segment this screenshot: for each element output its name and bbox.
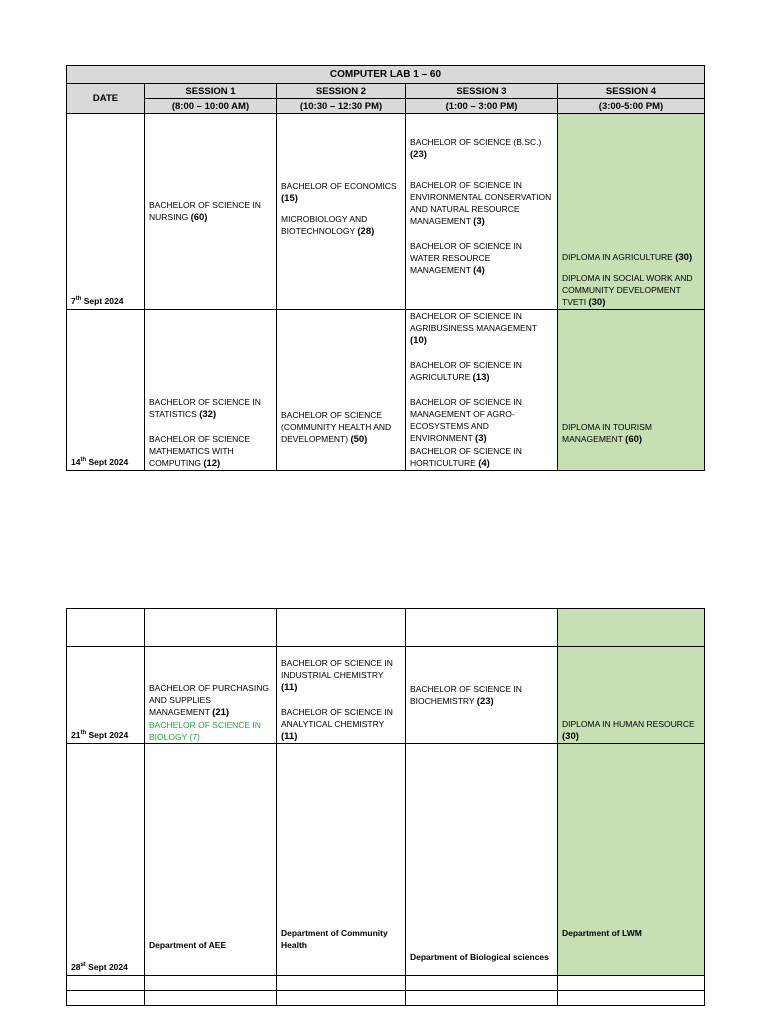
table-row (67, 609, 705, 647)
empty-cell (558, 609, 705, 647)
empty-cell (145, 609, 277, 647)
table-row (67, 991, 705, 1006)
session-1-cell (145, 114, 277, 310)
session-1-header: SESSION 1 (145, 84, 277, 99)
programme-entry: DIPLOMA IN AGRICULTURE (30) (562, 252, 693, 263)
session-3-cell (406, 647, 558, 744)
empty-cell (67, 991, 145, 1006)
programme-entry: BACHELOR OF SCIENCE MATHEMATICS WITH COMPUTING (12) (149, 434, 251, 469)
empty-cell (277, 976, 406, 991)
programme-entry: BACHELOR OF SCIENCE IN INDUSTRIAL CHEMISTRY (11) (281, 658, 393, 693)
session-2-time: (10:30 – 12:30 PM) (277, 99, 406, 114)
empty-cell (406, 976, 558, 991)
session-1-time: (8:00 – 10:00 AM) (145, 99, 277, 114)
session-4-cell (558, 310, 705, 471)
empty-cell (406, 991, 558, 1006)
programme-entry: DIPLOMA IN HUMAN RESOURCE (30) (562, 719, 695, 742)
programme-entry: BACHELOR OF SCIENCE IN ENVIRONMENTAL CONSERVATION AND NATURAL RESOURCE MANAGEMENT (3) (410, 180, 552, 227)
programme-entry: BACHELOR OF PURCHASING AND SUPPLIES MANAGEMENT (21) (149, 683, 269, 718)
table-row (67, 310, 705, 471)
department-cell: Department of Biological sciences (406, 744, 558, 976)
session-2-cell (277, 647, 406, 744)
session-2-cell (277, 310, 406, 471)
programme-entry: BACHELOR OF SCIENCE IN STATISTICS (32) (149, 397, 261, 420)
session-3-time: (1:00 – 3:00 PM) (406, 99, 558, 114)
table-row (67, 744, 705, 976)
session-2-header: SESSION 2 (277, 84, 406, 99)
empty-cell (406, 609, 558, 647)
session-1-cell (145, 647, 277, 744)
row-date: 21th Sept 2024 (67, 647, 145, 744)
row-date: 14th Sept 2024 (67, 310, 145, 471)
session-4-cell (558, 647, 705, 744)
programme-entry: BACHELOR OF SCIENCE IN MANAGEMENT OF AGRO-ECOSYSTEMS AND ENVIRONMENT (3) (410, 397, 522, 444)
session-3-cell (406, 114, 558, 310)
department-cell: Department of Community Health (277, 744, 406, 976)
session-2-cell (277, 114, 406, 310)
programme-entry: MICROBIOLOGY AND BIOTECHNOLOGY (28) (281, 214, 375, 237)
table-row (67, 976, 705, 991)
session-4-time: (3:00-5:00 PM) (558, 99, 705, 114)
department-cell: Department of LWM (558, 744, 705, 976)
programme-entry: BACHELOR OF SCIENCE IN WATER RESOURCE MANAGEMENT (4) (410, 241, 522, 276)
empty-cell (67, 976, 145, 991)
session-3-header: SESSION 3 (406, 84, 558, 99)
session-4-header: SESSION 4 (558, 84, 705, 99)
programme-entry: BACHELOR OF SCIENCE (COMMUNITY HEALTH AND DEVELOPMENT) (50) (281, 410, 392, 445)
programme-entry: BACHELOR OF SCIENCE IN AGRIBUSINESS MANAGEMENT (10) (410, 311, 537, 346)
row-date: 28st Sept 2024 (67, 744, 145, 976)
table-row (67, 114, 705, 310)
empty-cell (145, 991, 277, 1006)
session-3-cell (406, 310, 558, 471)
programme-entry: BACHELOR OF ECONOMICS (15) (281, 181, 397, 204)
date-column-header: DATE (67, 84, 145, 114)
programme-entry: BACHELOR OF SCIENCE IN HORTICULTURE (4) (410, 446, 522, 469)
programme-entry: BACHELOR OF SCIENCE IN AGRICULTURE (13) (410, 360, 522, 383)
department-cell: Department of AEE (145, 744, 277, 976)
table-title: COMPUTER LAB 1 – 60 (67, 66, 705, 84)
programme-entry: DIPLOMA IN TOURISM MANAGEMENT (60) (562, 422, 652, 445)
row-date: 7th Sept 2024 (67, 114, 145, 310)
empty-cell (67, 609, 145, 647)
session-4-cell (558, 114, 705, 310)
empty-cell (145, 976, 277, 991)
empty-cell (277, 609, 406, 647)
session-1-cell (145, 310, 277, 471)
empty-cell (558, 976, 705, 991)
empty-cell (277, 991, 406, 1006)
table-row (67, 647, 705, 744)
programme-entry: BACHELOR OF SCIENCE IN BIOCHEMISTRY (23) (410, 683, 522, 707)
programme-entry: BACHELOR OF SCIENCE IN ANALYTICAL CHEMISTRY (11) (281, 707, 393, 742)
programme-entry-highlighted: BACHELOR OF SCIENCE IN BIOLOGY (7) (149, 720, 261, 742)
schedule-table-continued (66, 608, 705, 1006)
empty-cell (558, 991, 705, 1006)
programme-entry: BACHELOR OF SCIENCE (B.SC.) (23) (410, 137, 542, 160)
schedule-table-lab1 (66, 65, 705, 471)
programme-entry: BACHELOR OF SCIENCE IN NURSING (60) (149, 200, 261, 223)
programme-entry: DIPLOMA IN SOCIAL WORK AND COMMUNITY DEVELOPMENT TVETI (30) (562, 273, 693, 308)
